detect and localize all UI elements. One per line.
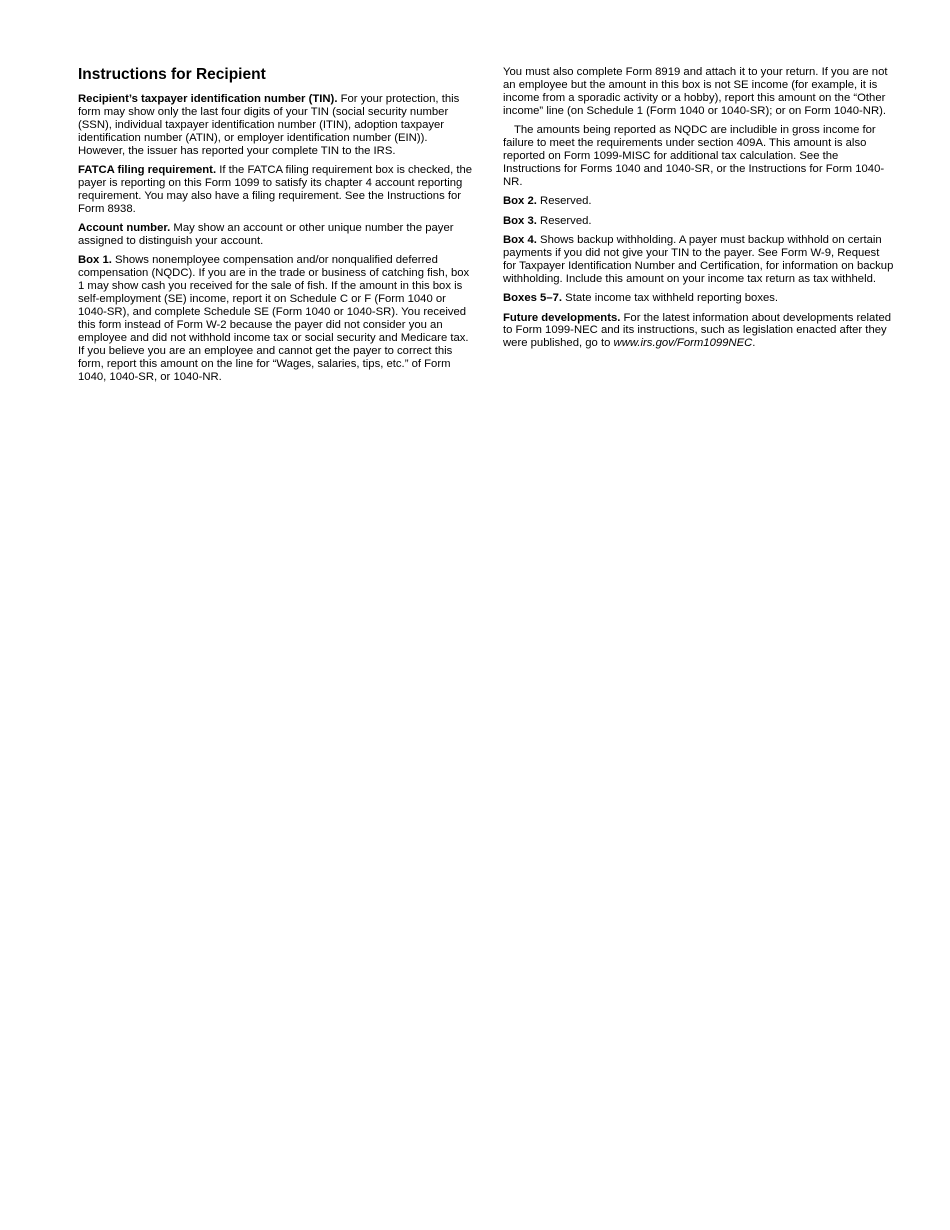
tin-label: Recipient’s taxpayer identification number (TIN).	[78, 93, 338, 105]
boxes5-7-label: Boxes 5–7.	[503, 292, 563, 305]
account-number-label: Account number.	[78, 222, 171, 235]
fatca-text: If the FATCA filing requirement box is checked, the payer is reporting on this Form 1099 to satisfy its chapter 4 account reporting requirement. You may also have a filing requirement. See the Instructions for Form 8938.	[78, 164, 473, 215]
box1-paragraph	[78, 254, 474, 383]
boxes5-7-text: State income tax withheld reporting boxes.	[562, 292, 779, 305]
account-number-text: May show an account or other unique number the payer assigned to distinguish your account.	[78, 222, 454, 248]
future-developments-paragraph	[503, 312, 895, 351]
irs-website-link[interactable]: www.irs.gov/Form1099NEC	[613, 337, 753, 350]
tin-text: For your protection, this form may show only the last four digits of your TIN (social security number (SSN), individual taxpayer identification number (ITIN), adoption taxpayer identification number (ATIN), or employer identification number (EIN)). However, the issuer has reported your complete TIN to the IRS.	[78, 93, 460, 157]
boxes5-7-paragraph	[503, 292, 895, 305]
box3-paragraph	[503, 215, 895, 228]
box3-label: Box 3.	[503, 214, 537, 227]
left-column	[78, 66, 474, 390]
fatca-paragraph	[78, 164, 474, 216]
account-number-paragraph	[78, 222, 474, 248]
box4-text: Shows backup withholding. A payer must backup withhold on certain payments if you did not give your TIN to the payer. See Form W-9, Request for Taxpayer Identification Number and Certification, for information on backup withholding. Include this amount on your income tax return as tax withheld.	[503, 233, 894, 285]
box1-text: Shows nonemployee compensation and/or nonqualified deferred compensation (NQDC). If you are in the trade or business of catching fish, box 1 may show cash you received for the sale of fish. If the amount in this box is self-employment (SE) income, report it on Schedule C or F (Form 1040 or 1040-SR), and complete Schedule SE (Form 1040 or 1040-SR). You received this form instead of Form W-2 because the payer did not consider you an employee and did not withhold income tax or social security and Medicare tax. If you believe you are an employee and cannot get the payer to correct this form, report this amount on the line for “Wages, salaries, tips, etc.” of Form 1040, 1040-SR, or 1040-NR.	[78, 254, 470, 383]
future-developments-label: Future developments.	[503, 311, 621, 324]
right-column	[503, 66, 895, 357]
fatca-label: FATCA filing requirement.	[78, 164, 217, 177]
nqdc-paragraph: The amounts being reported as NQDC are includible in gross income for failure to meet the requirements under section 409A. This amount is also reported on Form 1099-MISC for additional tax calculation. See the Instructions for Forms 1040 and 1040-SR, or the Instructions for Form 1040-NR.	[503, 124, 885, 188]
tin-paragraph	[78, 93, 474, 158]
box1-label: Box 1.	[78, 254, 112, 267]
box2-text: Reserved.	[536, 195, 592, 208]
box2-paragraph	[503, 195, 895, 208]
box3-text: Reserved.	[536, 214, 592, 227]
future-developments-text: For the latest information about developments related to Form 1099-NEC and its instructions, such as legislation enacted after they were published, go to	[503, 311, 892, 350]
form8919-paragraph: You must also complete Form 8919 and attach it to your return. If you are not an employee but the amount in this box is not SE income (for example, it is income from a sporadic activity or a hobby), report this amount on the “Other income” line (on Schedule 1 (Form 1040 or 1040-SR); or on Form 1040-NR).	[503, 66, 888, 117]
box4-paragraph	[503, 234, 895, 286]
box2-label: Box 2.	[503, 195, 537, 208]
future-developments-end: .	[752, 337, 756, 350]
box4-label: Box 4.	[503, 233, 537, 246]
page-title: Instructions for Recipient	[78, 66, 266, 83]
